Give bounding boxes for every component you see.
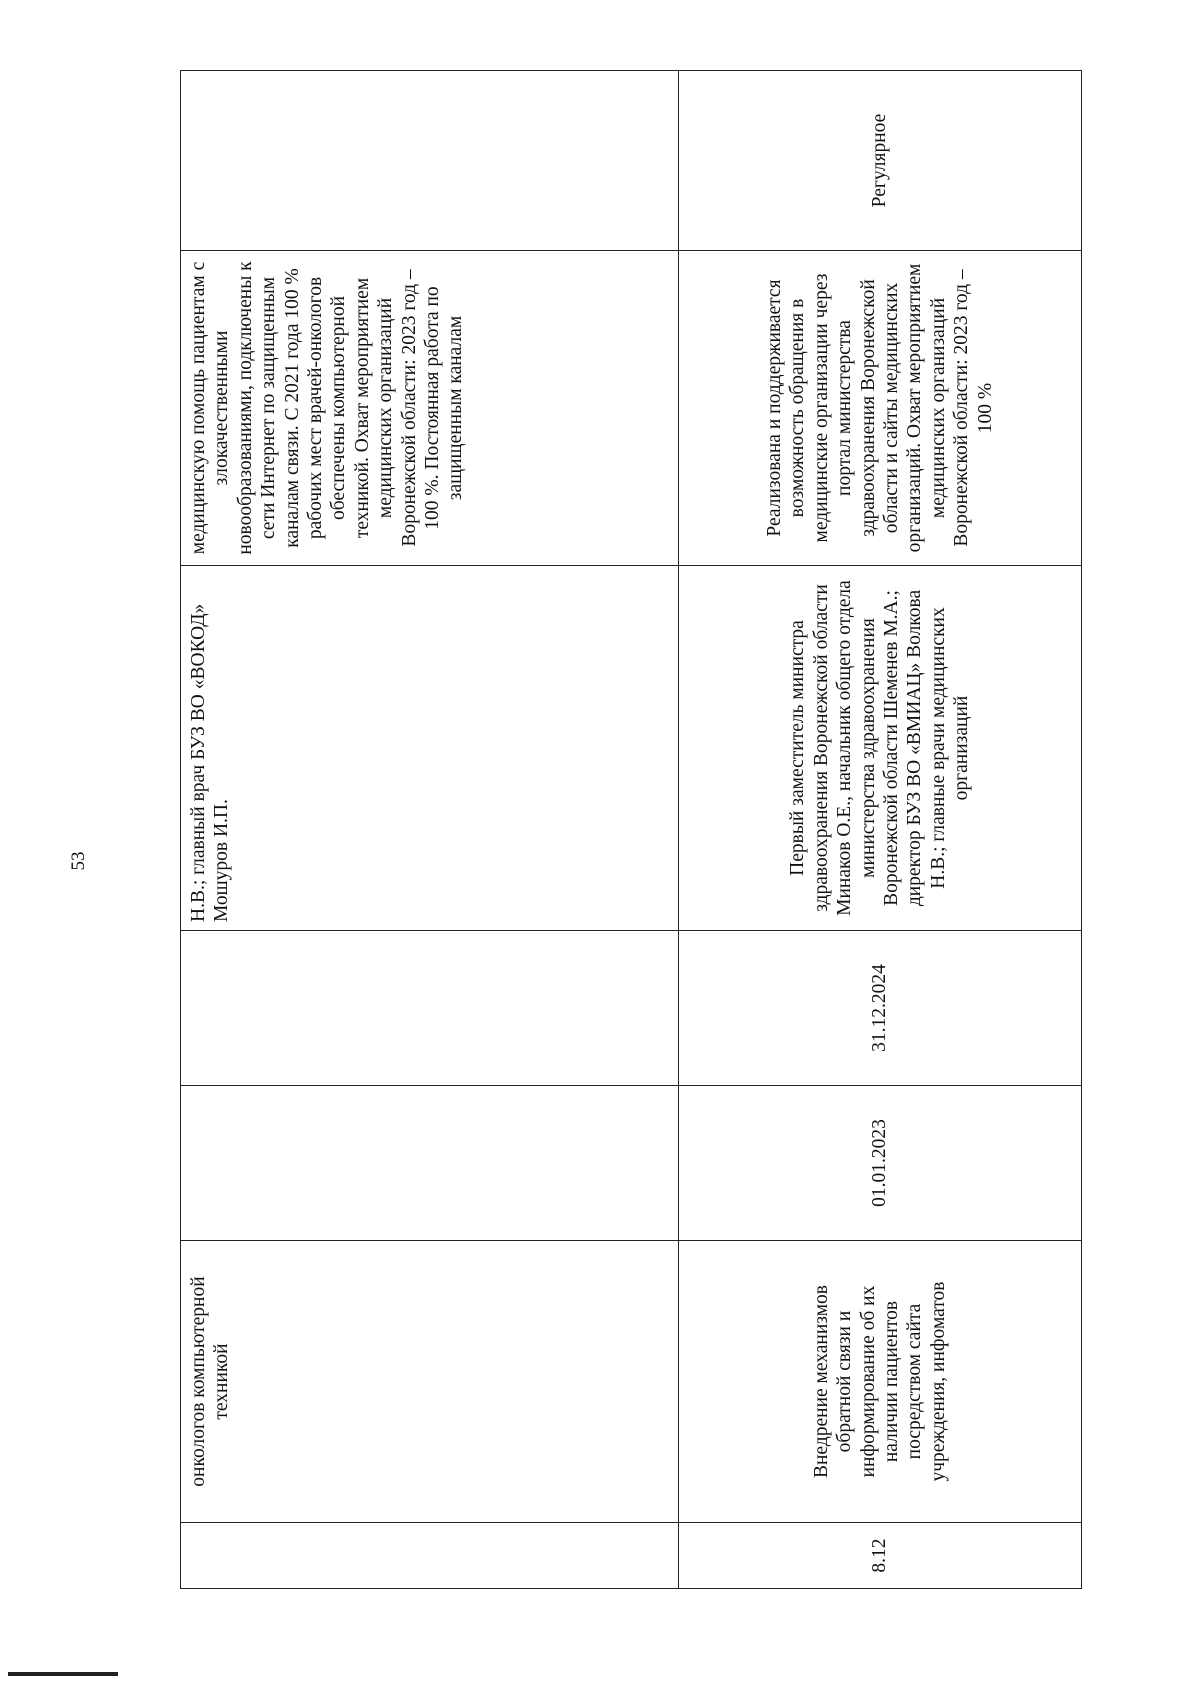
cell-num: 8.12	[679, 1523, 1082, 1589]
cell-start-date: 01.01.2023	[679, 1086, 1082, 1241]
table-row	[679, 71, 1082, 1589]
cell-character: Регулярное	[679, 71, 1082, 251]
cell-result: медицинскую помощь пациентам с злокачественными новообразованиями, подключены к сети Интернет по защищенным каналам связи. С 2021 года 100 % рабочих мест врачей-онкологов обеспечены компьютерной техникой. Охват мероприятием медицинских организаций Воронежской области: 2023 год – 100 %. Постоянная работа по защищенным каналам	[181, 251, 679, 566]
events-table	[180, 70, 1082, 1589]
cell-start-date	[181, 1086, 679, 1241]
rotated-table-wrapper	[180, 71, 1073, 1589]
cell-event: Внедрение механизмов обратной связи и информирование об их наличии пациентов посредством сайта учреждения, инфоматов	[679, 1241, 1082, 1523]
cell-responsible: Н.В.; главный врач БУЗ ВО «ВОКОД» Мошуров И.П.	[181, 566, 679, 931]
cell-responsible: Первый заместитель министра здравоохранения Воронежской области Минаков О.Е., начальник общего отдела министерства здравоохранения Воронежской области Шеменев М.А.; директор БУЗ ВО «ВМИАЦ» Волкова Н.В.; главные врачи медицинских организаций	[679, 566, 1082, 931]
cell-character	[181, 71, 679, 251]
page-number: 53	[68, 851, 89, 871]
cell-result: Реализована и поддерживается возможность обращения в медицинские организации через портал министерства здравоохранения Воронежской области и сайты медицинских организаций. Охват мероприятием медицинских организаций Воронежской области: 2023 год – 100 %	[679, 251, 1082, 566]
cell-event: онкологов компьютерной техникой	[181, 1241, 679, 1523]
table-row	[181, 71, 679, 1589]
cell-num	[181, 1523, 679, 1589]
cell-end-date	[181, 931, 679, 1086]
scan-edge-mark	[8, 1672, 118, 1676]
cell-end-date: 31.12.2024	[679, 931, 1082, 1086]
